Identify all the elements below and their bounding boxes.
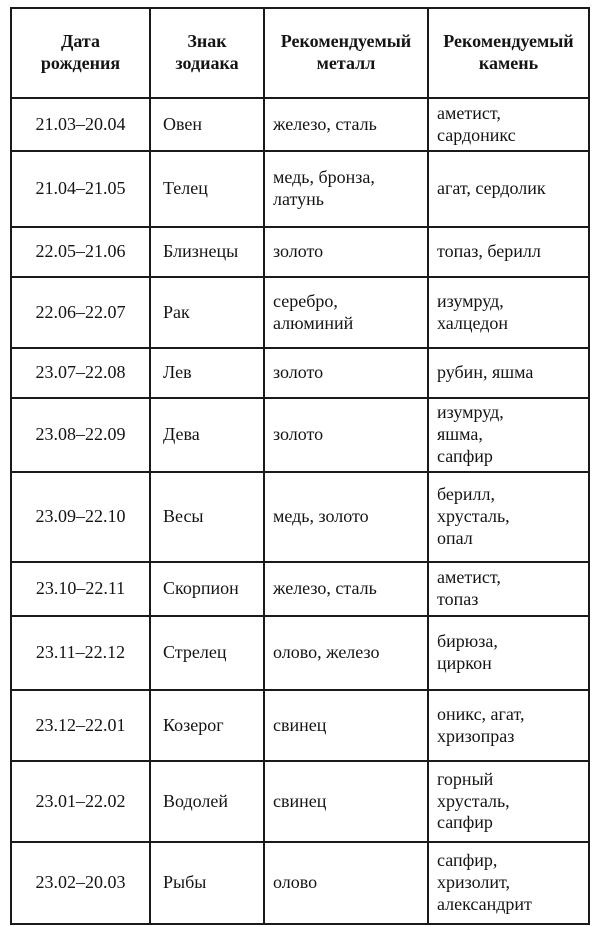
sign-cell: Стрелец xyxy=(150,616,264,690)
sign-cell: Рак xyxy=(150,277,264,348)
zodiac-table xyxy=(10,7,590,925)
date-cell: 21.04–21.05 xyxy=(11,151,150,227)
stone-cell: топаз, берилл xyxy=(428,227,589,277)
metal-cell: золото xyxy=(264,398,428,472)
header-sign: Знак зодиака xyxy=(150,8,264,98)
table-row xyxy=(11,690,589,761)
table-row xyxy=(11,277,589,348)
sign-cell: Лев xyxy=(150,348,264,398)
table-row xyxy=(11,98,589,151)
date-cell: 23.01–22.02 xyxy=(11,761,150,842)
metal-cell: медь, золото xyxy=(264,472,428,562)
date-cell: 23.09–22.10 xyxy=(11,472,150,562)
metal-cell: золото xyxy=(264,348,428,398)
metal-cell: свинец xyxy=(264,690,428,761)
metal-cell: медь, бронза, латунь xyxy=(264,151,428,227)
stone-cell: берилл, хрусталь, опал xyxy=(428,472,589,562)
sign-cell: Дева xyxy=(150,398,264,472)
sign-cell: Овен xyxy=(150,98,264,151)
table-row xyxy=(11,616,589,690)
table-row xyxy=(11,151,589,227)
sign-cell: Телец xyxy=(150,151,264,227)
sign-cell: Скорпион xyxy=(150,562,264,616)
table-row xyxy=(11,227,589,277)
stone-cell: изумруд, яшма, сапфир xyxy=(428,398,589,472)
metal-cell: олово xyxy=(264,842,428,924)
table-row xyxy=(11,398,589,472)
header-date: Дата рождения xyxy=(11,8,150,98)
sign-cell: Близнецы xyxy=(150,227,264,277)
sign-cell: Весы xyxy=(150,472,264,562)
date-cell: 23.10–22.11 xyxy=(11,562,150,616)
date-cell: 23.07–22.08 xyxy=(11,348,150,398)
header-row xyxy=(11,8,589,98)
date-cell: 21.03–20.04 xyxy=(11,98,150,151)
metal-cell: железо, сталь xyxy=(264,98,428,151)
metal-cell: золото xyxy=(264,227,428,277)
date-cell: 23.12–22.01 xyxy=(11,690,150,761)
stone-cell: рубин, яшма xyxy=(428,348,589,398)
metal-cell: серебро, алюминий xyxy=(264,277,428,348)
table-row xyxy=(11,562,589,616)
date-cell: 23.02–20.03 xyxy=(11,842,150,924)
date-cell: 22.05–21.06 xyxy=(11,227,150,277)
stone-cell: бирюза, циркон xyxy=(428,616,589,690)
sign-cell: Рыбы xyxy=(150,842,264,924)
header-stone: Рекомендуемый камень xyxy=(428,8,589,98)
metal-cell: олово, железо xyxy=(264,616,428,690)
sign-cell: Козерог xyxy=(150,690,264,761)
date-cell: 22.06–22.07 xyxy=(11,277,150,348)
table-row xyxy=(11,348,589,398)
stone-cell: горный хрусталь, сапфир xyxy=(428,761,589,842)
table-row xyxy=(11,761,589,842)
metal-cell: железо, сталь xyxy=(264,562,428,616)
date-cell: 23.08–22.09 xyxy=(11,398,150,472)
stone-cell: агат, сердолик xyxy=(428,151,589,227)
stone-cell: аметист, топаз xyxy=(428,562,589,616)
stone-cell: изумруд, халцедон xyxy=(428,277,589,348)
date-cell: 23.11–22.12 xyxy=(11,616,150,690)
sign-cell: Водолей xyxy=(150,761,264,842)
stone-cell: оникс, агат, хризопраз xyxy=(428,690,589,761)
stone-cell: сапфир, хризолит, александрит xyxy=(428,842,589,924)
stone-cell: аметист, сардоникс xyxy=(428,98,589,151)
table-row xyxy=(11,472,589,562)
metal-cell: свинец xyxy=(264,761,428,842)
header-metal: Рекомендуемый металл xyxy=(264,8,428,98)
table-row xyxy=(11,842,589,924)
